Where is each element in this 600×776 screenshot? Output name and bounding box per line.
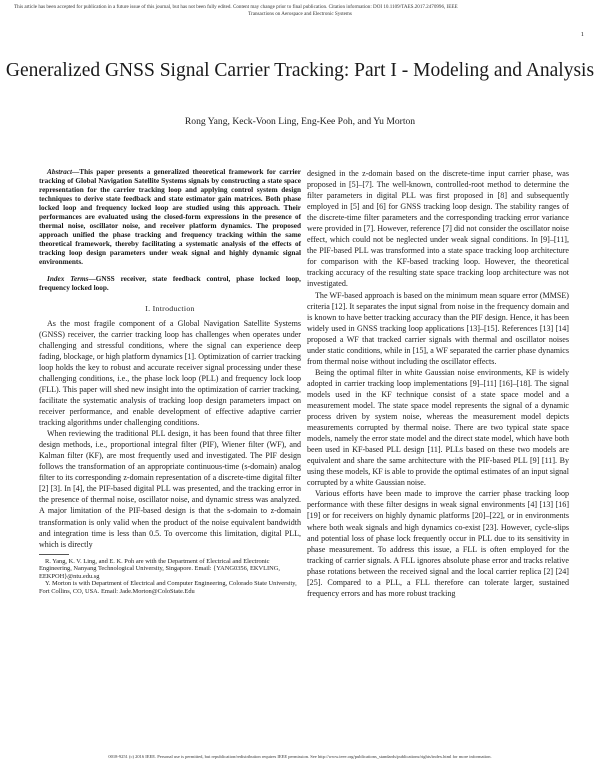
copyright-footer: 0018-9251 (c) 2016 IEEE. Personal use is permitted, but republication/redistribution requires IEEE permission. See http://www.ieee.org/publications_standards/publications/rights/index.html for more information. bbox=[108, 754, 492, 759]
body-paragraph: When reviewing the traditional PLL design, it has been found that three filter design methods, i.e., proportional integral filter (PIF), Wiener filter (WF), and Kalman filter (KF), are most frequently used and investigated. The PIF design follows the transformation of an appropriate continuous-time (s-domain) analog filter to its corresponding z-domain representation of a discrete-time digital filter [2] [3]. In [4], the PIF-based digital PLL was presented, and the tracking error in the presence of thermal noise, oscillator noise, and dynamic stress was analyzed. A major limitation of the PIF-based design is that the s-domain to z-domain transformation is only valid when the product of the noise equivalent bandwidth and integration time is less than 0.5. To overcome this limitation, digital PLL, which is directly bbox=[39, 429, 301, 549]
left-column bbox=[39, 168, 301, 596]
body-paragraph: Being the optimal filter in white Gaussian noise environments, KF is widely adopted in carrier tracking loop implementations [9]–[11] [16]–[18]. The signal models used in the KF technique consist of a state space model and a measurement model. The state space model represents the signal of a dynamic process driven by system noise, whereas the measurement model depicts measurements corrupted by thermal noise. There are two typical state space models, namely the error state model and the direct state model, which have both been used in KF-based PLL design [11]. PLLs based on these two models are equivalent and share the same architecture with the PIF-based PLL [9] [11]. By using these models, KF is able to provide the optimal estimates of an input signal corrupted by a white Gaussian noise. bbox=[307, 367, 569, 488]
section-heading-introduction: I. Introduction bbox=[145, 303, 195, 313]
header-line-2: Transactions on Aerospace and Electronic Systems bbox=[248, 10, 352, 17]
body-paragraph: As the most fragile component of a Global Navigation Satellite Systems (GNSS) receiver, the carrier tracking loop has challenges when operates under challenging and stressful conditions, where the signal can experience deep fading, blockage, or high platform dynamics [1]. Optimization of carrier tracking loop holds the key to robust and accurate receiver signal processing under these challenging conditions, i.e., the phase lock loop (PLL) and frequency lock loop (FLL). This paper will shed new insight into the optimization of carrier tracking, facilitate the systematic analysis of tracking loop design parameters impact on receiver performance, and enable development of effective adaptive carrier tracking algorithms under challenging conditions. bbox=[39, 318, 301, 428]
page-number: 1 bbox=[580, 31, 584, 38]
header-line-1: This article has been accepted for publication in a future issue of this journal, but has not been fully edited. Content may change prior to final publication. Citation information: DOI 10.1109/TAES.2017.2470996, IEEE bbox=[14, 4, 458, 10]
body-paragraph: designed in the z-domain based on the discrete-time input carrier phase, was proposed in [5]–[7]. The well-known, controlled-root method to determine the filter parameters in digital PLL was first proposed in [8] and subsequently employed in [5] and [6] for GNSS tracking loop design. The stability ranges of the discrete-time filter parameters and the corresponding tracking error variance were provided in [7]. However, reference [7] did not consider the oscillator noise effect, which could not be neglected under weak signal conditions. In [9]–[11], the PIF-based PLL was transformed into a state space tracking loop architecture for comparison with the KF-based tracking loop. However, the theoretical tracking accuracy of the resulting state space tracking loop architecture was not investigated. bbox=[307, 169, 569, 289]
abstract bbox=[39, 168, 301, 268]
footnote-affiliation: R. Yang, K. V. Ling, and E. K. Poh are with the Department of Electrical and Electronic Engineering, Nanyang Technological University, Singapore. Email: {YANG0356, EKVLING, EEKPOH}@ntu.edu.sg bbox=[39, 557, 280, 580]
abstract-label: Abstract— bbox=[47, 168, 80, 176]
index-terms-label: Index Terms— bbox=[47, 274, 96, 283]
right-column bbox=[307, 168, 569, 599]
footnote-divider bbox=[39, 554, 69, 555]
index-terms bbox=[39, 275, 301, 293]
index-terms-text: GNSS receiver, state feedback control, phase locked loop, frequency locked loop. bbox=[39, 274, 301, 292]
body-paragraph: Various efforts have been made to improve the carrier phase tracking loop performance with these filter designs in weak signal environments [4] [13] [16] [19] or for receivers on highly dynamic platforms [20]–[22], or in environments where both weak signals and high dynamics co-exist [23]. However, cycle-slips and potential loss of phase lock frequently occur in PLL due to its sensitivity in phase measurement. To address this issue, a FLL is often employed for the tracking of carrier signals. A FLL ignores absolute phase error and tracks relative phase rotations between the received signal and the local carrier replica [2] [24] [25]. Compared to a PLL, a FLL therefore can tolerate larger, sustained frequency errors and has more robust tracking bbox=[307, 489, 569, 598]
paper-title: Generalized GNSS Signal Carrier Tracking: Part I - Modeling and Analysis bbox=[5, 60, 595, 81]
abstract-text: This paper presents a generalized theoretical framework for carrier tracking of Global Navigation Satellite Systems signals by constructing a state space representation for the carrier tracking loop and applying control system design techniques to derive state feedback and state estimator gain matrices. Both phase locked loop and frequency locked loop are studied using this approach. Their performances are evaluated using the closed-form expressions in the presence of thermal noise, oscillator noise, and receiver platform dynamics. The proposed approach unified the phase tracking and frequency tracking within the same theoretical framework, thereby facilitating a systematic analysis of the effects of tracking loop design parameters under weak signal and highly dynamic signal environments. bbox=[39, 168, 301, 267]
body-paragraph: The WF-based approach is based on the minimum mean square error (MMSE) criteria [12]. It separates the input signal from noise in the frequency domain and is known to have better tracking accuracy than the PIF design. Hence, it has been widely used in GNSS tracking loop applications [13]–[15]. References [13] [14] proposed a WF that tracked carrier signals with thermal and oscillator noises under static conditions, while in [15], a WF separated the carrier phase dynamics from thermal noise without including the oscillator effects. bbox=[307, 290, 569, 366]
footnote-affiliation: Y. Morton is with Department of Electrical and Computer Engineering, Colorado State University, Fort Collins, CO, USA. Email: Jade.Morton@ColoState.Edu bbox=[39, 580, 297, 596]
journal-header bbox=[14, 4, 586, 17]
author-list: Rong Yang, Keck-Voon Ling, Eng-Kee Poh, and Yu Morton bbox=[184, 116, 416, 127]
